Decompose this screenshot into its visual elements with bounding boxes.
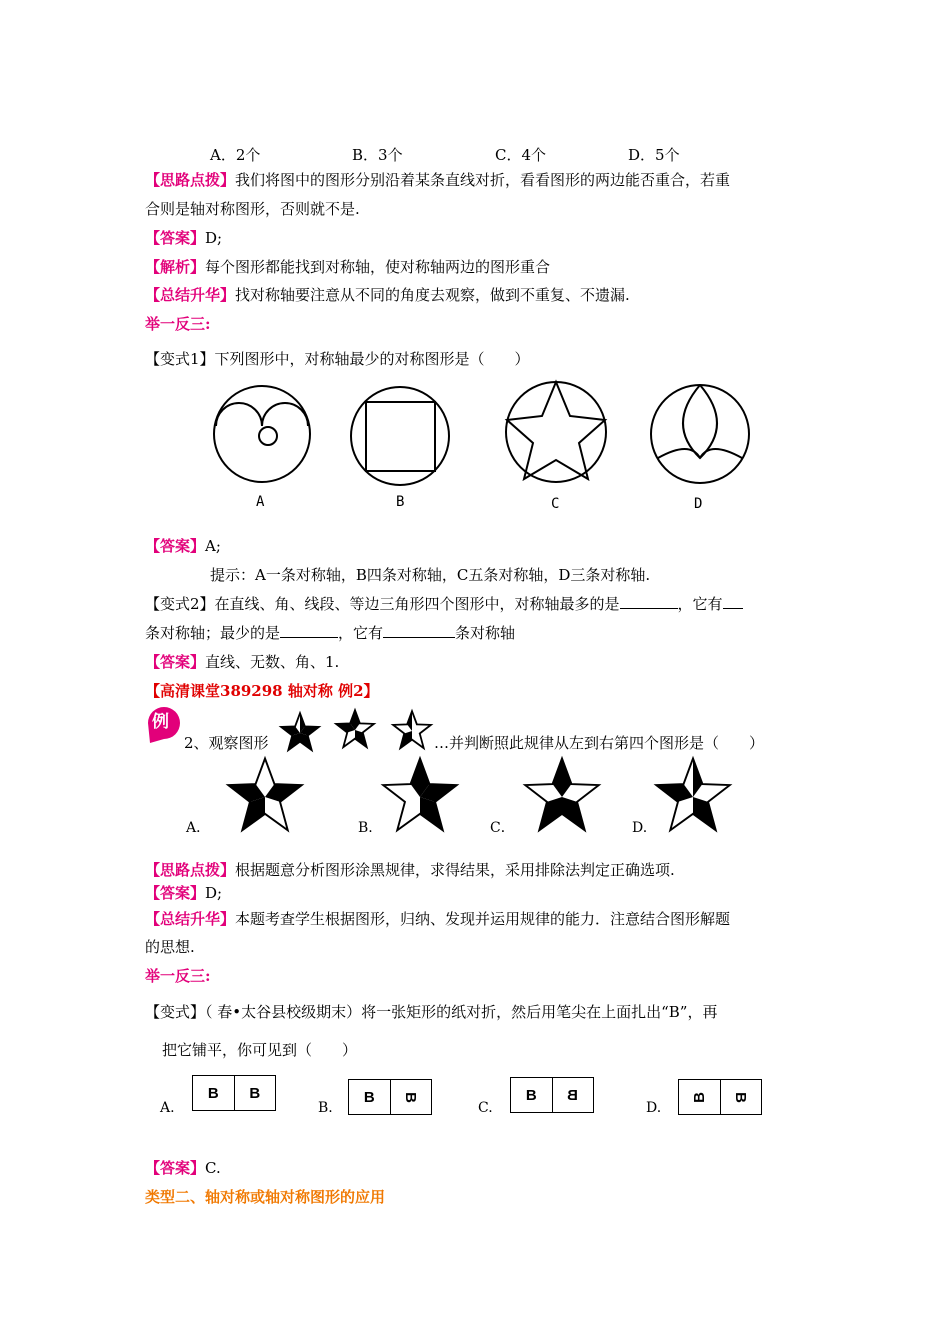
letter-cell: B (207, 1084, 219, 1102)
ex2-summary-text-2: 的思想. (145, 938, 195, 956)
analysis-tag: 【解析】 (145, 258, 206, 276)
ex2-answer-tag: 【答案】 (145, 884, 206, 902)
var3-option-b-label: B. (318, 1100, 333, 1116)
ex2-answer-line (145, 883, 222, 903)
ex2-summary-tag: 【总结升华】 (145, 910, 236, 928)
hint-text-2: 合则是轴对称图形，否则就不是. (145, 200, 360, 218)
ex2-question-pre: 2、观察图形 (184, 734, 269, 752)
letter-cell-rotated: B (720, 1080, 762, 1114)
hint-tag: 【思路点拨】 (145, 171, 236, 189)
letter-cell-rotated: B (390, 1080, 432, 1114)
letter-cell: B (525, 1086, 537, 1104)
var2-q-part5: 条对称轴 (455, 624, 516, 642)
summary-text: 找对称轴要注意从不同的角度去观察，做到不重复、不遗漏. (235, 286, 630, 304)
seq-star-2 (336, 710, 374, 747)
seq-star-1 (281, 713, 319, 750)
ex2-option-c: C． (490, 820, 515, 836)
var1-answer-text: A; (205, 537, 221, 555)
ex2-hint-text: 根据题意分析图形涂黑规律，求得结果，采用排除法判定正确选项. (235, 861, 675, 879)
var3-option-c-box (510, 1077, 594, 1113)
hint-text-1: 我们将图中的图形分别沿着某条直线对折，看看图形的两边能否重合，若重 (235, 171, 731, 189)
type2-heading: 类型二、轴对称或轴对称图形的应用 (145, 1188, 386, 1206)
option-star-c (525, 759, 599, 831)
option-star-d (656, 759, 730, 831)
var1-label-b: B (396, 494, 405, 510)
answer-text: D; (205, 229, 223, 247)
analysis-text: 每个图形都能找到对称轴，使对称轴两边的图形重合 (205, 258, 551, 276)
var3-option-d-box (678, 1079, 762, 1115)
ex2-option-a: A． (186, 820, 211, 836)
var2-q-part3: 条对称轴；最少的是 (145, 624, 281, 642)
var2-answer-tag: 【答案】 (145, 653, 206, 671)
answer-tag: 【答案】 (145, 229, 206, 247)
ex2-option-b: B. (358, 820, 373, 836)
var1-label-d: D (694, 496, 703, 512)
video-title: 【高清课堂389298 轴对称 例2】 (145, 682, 379, 700)
var3-answer-line (145, 1158, 221, 1178)
letter-cell: B (234, 1076, 276, 1110)
seq-star-3 (393, 711, 431, 748)
practice-heading-2: 举一反三: (145, 967, 211, 985)
var3-answer-tag: 【答案】 (145, 1159, 206, 1177)
option-a: A．2个 (210, 146, 261, 164)
summary-tag: 【总结升华】 (145, 286, 236, 304)
var3-option-b-box (348, 1079, 432, 1115)
practice-heading-1: 举一反三: (145, 315, 211, 333)
ex2-question-post: …并判断照此规律从左到右第四个图形是（ ） (434, 734, 765, 752)
var3-answer-text: C. (205, 1159, 221, 1177)
option-star-a (228, 759, 302, 831)
ex2-hint-tag: 【思路点拨】 (145, 861, 236, 879)
ex2-hint-line (145, 860, 675, 880)
var2-answer-text: 直线、无数、角、1. (205, 653, 340, 671)
var3-question-1: 【变式】（ 春•太谷县校级期末）将一张矩形的纸对折，然后用笔尖在上面扎出“B”，再 (145, 1003, 718, 1021)
letter-cell: B (363, 1088, 375, 1106)
var3-option-a-label: A. (160, 1100, 175, 1116)
var3-question-2: 把它铺平，你可见到（ ） (162, 1041, 358, 1059)
letter-cell-mirrored: B (552, 1078, 594, 1112)
var2-q-part1: 【变式2】在直线、角、线段、等边三角形四个图形中，对称轴最多的是 (145, 595, 620, 613)
ex2-summary-text-1: 本题考查学生根据图形，归纳、发现并运用规律的能力．注意结合图形解题 (235, 910, 731, 928)
var1-label-c: C (551, 496, 560, 512)
ex2-option-d: D. (632, 820, 648, 836)
option-star-b (383, 759, 457, 831)
var3-option-c-label: C. (478, 1100, 493, 1116)
var3-option-d-label: D. (646, 1100, 662, 1116)
ex2-summary-line (145, 909, 730, 929)
letter-cell-rotated: B (690, 1091, 708, 1103)
var1-label-a: A (256, 494, 265, 510)
var2-q-part2: ，它有 (677, 595, 723, 613)
var3-option-a-box (192, 1075, 276, 1111)
ex2-answer-text: D; (205, 884, 223, 902)
option-b: B．3个 (352, 146, 403, 164)
option-d: D．5个 (628, 146, 680, 164)
var1-answer-tag: 【答案】 (145, 537, 206, 555)
option-c: C．4个 (495, 146, 547, 164)
var1-question: 【变式1】下列图形中，对称轴最少的对称图形是（ ） (145, 350, 530, 368)
var2-q-part4: ，它有 (338, 624, 384, 642)
var1-tip: 提示：A一条对称轴，B四条对称轴，C五条对称轴，D三条对称轴. (210, 566, 651, 584)
example-badge-text: 例 (152, 712, 169, 732)
